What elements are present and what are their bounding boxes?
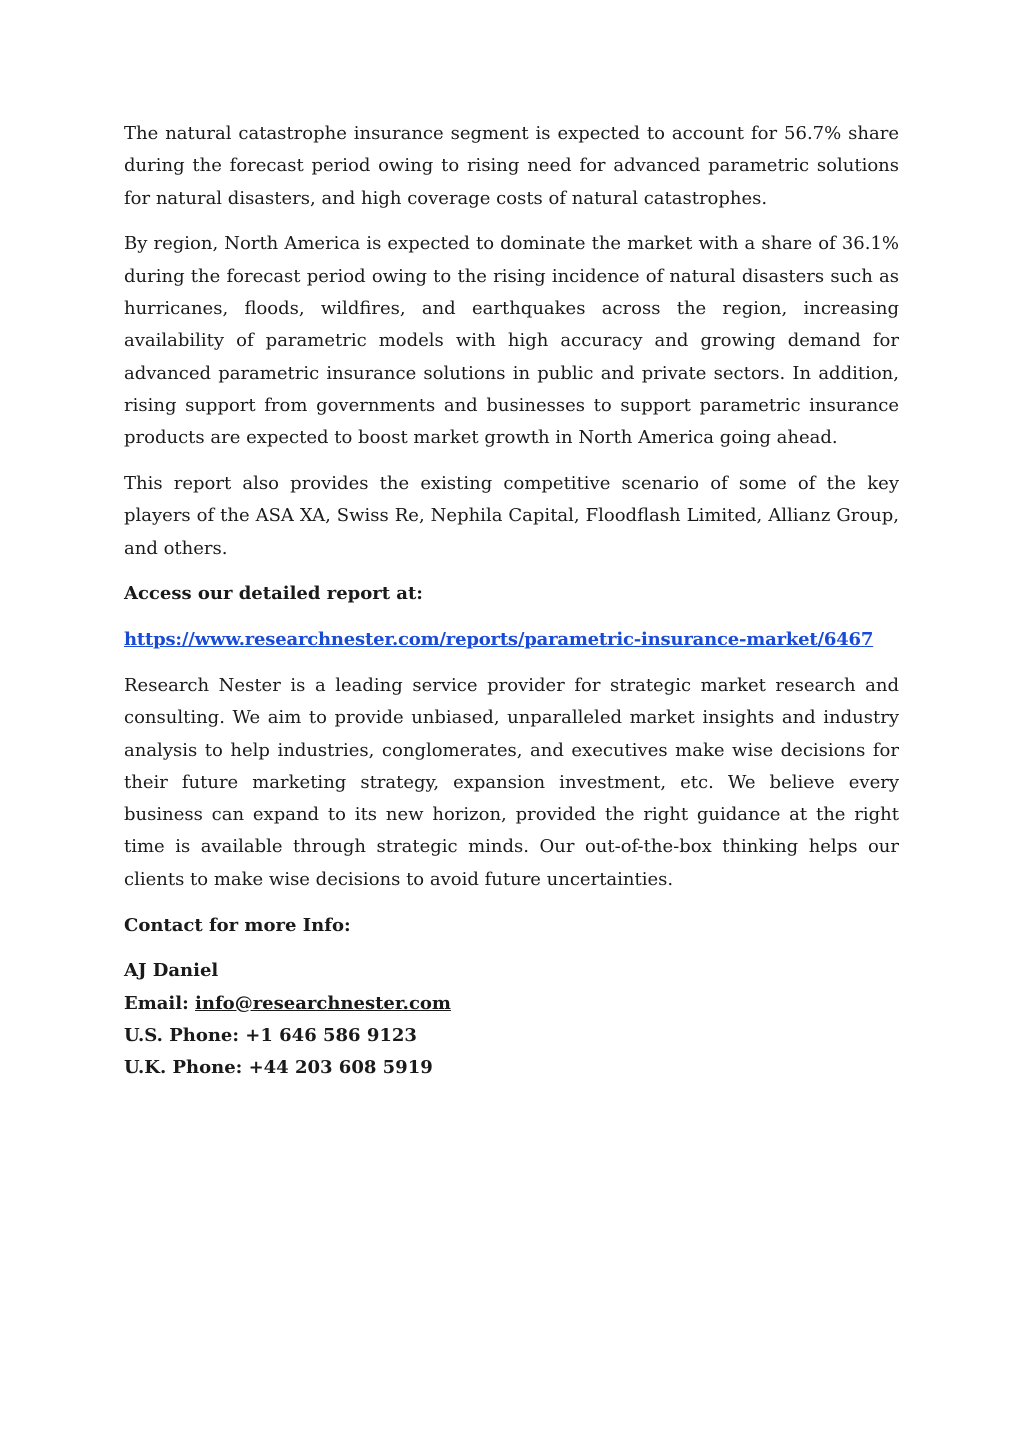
contact-uk-phone: U.K. Phone: +44 203 608 5919 <box>124 1057 433 1079</box>
email-link[interactable]: info@researchnester.com <box>195 992 451 1014</box>
email-label: Email: <box>124 992 196 1014</box>
paragraph-key-players: This report also provides the existing competitive scenario of some of the key players of the ASA XA, Swiss Re, Nephila Capital, Floodflash Limited, Allianz Group, and others. <box>124 472 899 559</box>
contact-us-phone: U.S. Phone: +1 646 586 9123 <box>124 1024 417 1046</box>
paragraph-regional-outlook: By region, North America is expected to dominate the market with a share of 36.1% during the forecast period owing to the rising incidence of natural disasters such as hurricanes, floods, wildfires, and earthquakes across the region, increasing availability of parametric models with high accuracy and growing demand for advanced parametric insurance solutions in public and private sectors. In addition, rising support from governments and businesses to support parametric insurance products are expected to boost market growth in North America going ahead. <box>124 233 899 449</box>
contact-heading: Contact for more Info: <box>124 914 351 936</box>
paragraph-segment-share: The natural catastrophe insurance segment is expected to account for 56.7% share during the forecast period owing to rising need for advanced parametric solutions for natural disasters, and high coverage costs of natural catastrophes. <box>124 123 899 209</box>
report-url-link[interactable]: https://www.researchnester.com/reports/parametric-insurance-market/6467 <box>124 629 874 651</box>
document-body <box>124 118 899 1085</box>
paragraph-about-company: Research Nester is a leading service provider for strategic market research and consulting. We aim to provide unbiased, unparalleled market insights and industry analysis to help industries, conglomerates, and executives make wise decisions for their future marketing strategy, expansion investment, etc. We believe every business can expand to its new horizon, provided the right guidance at the right time is available through strategic minds. Our out-of-the-box thinking helps our clients to make wise decisions to avoid future uncertainties. <box>124 674 899 890</box>
access-report-heading: Access our detailed report at: <box>124 583 423 605</box>
contact-name: AJ Daniel <box>124 960 219 982</box>
contact-email-line <box>124 988 899 1020</box>
contact-details <box>124 955 899 1084</box>
